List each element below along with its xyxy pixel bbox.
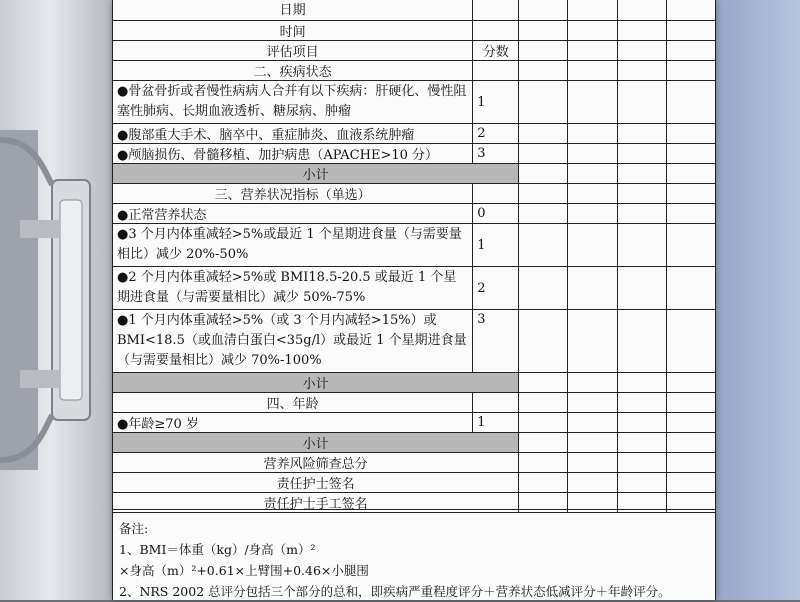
subtotal-3-label: 小计 [113,433,519,453]
score-cell[interactable] [568,310,617,373]
score-cell[interactable] [568,81,617,124]
total-cell[interactable] [666,453,715,473]
signature-cell[interactable] [666,473,715,493]
subtotal-cell[interactable] [617,433,666,453]
score-cell[interactable] [519,81,568,124]
disease-2-row [113,124,716,144]
total-cell[interactable] [519,453,568,473]
age-row [113,413,716,433]
time-cell[interactable] [568,21,617,41]
score-cell[interactable] [617,413,666,433]
section-age-row [113,393,716,413]
time-cell[interactable] [473,21,519,41]
score-cell[interactable] [519,224,568,267]
disease-1-text: ●骨盆骨折或者慢性病病人合并有以下疾病：肝硬化、慢性阻塞性肺病、长期血液透析、糖尿病、肿瘤 [113,81,473,124]
time-cell[interactable] [617,21,666,41]
nutrition-1-row [113,224,716,267]
subtotal-1-row [113,164,716,184]
score-cell[interactable] [617,267,666,310]
score-cell[interactable] [617,224,666,267]
nutrition-3-text: ●1 个月内体重减轻>5%（或 3 个月内减轻>15%）或 BMI<18.5（或血清白蛋白<35g/l）或最近 1 个星期进食量（与需要量相比）减少 70%-100% [113,310,473,373]
score-cell[interactable] [519,124,568,144]
total-row [113,453,716,473]
section-nutrition: 三、营养状况指标（单选） [113,184,473,204]
date-cell[interactable] [568,0,617,21]
assessment-form-sheet [112,0,716,600]
section-disease: 二、疾病状态 [113,61,473,81]
nutrition-2-row [113,267,716,310]
score-cell[interactable] [617,81,666,124]
nutrition-0-text: ●正常营养状态 [113,204,473,224]
date-cell[interactable] [617,0,666,21]
time-cell[interactable] [519,21,568,41]
total-label: 营养风险筛查总分 [113,453,519,473]
date-cell[interactable] [473,0,519,21]
total-cell[interactable] [568,453,617,473]
score-cell[interactable] [568,267,617,310]
notes-title: 备注: [119,521,149,536]
subtotal-3-row [113,433,716,453]
notes-line-3: 2、NRS 2002 总评分包括三个部分的总和，即疾病严重程度评分＋营养状态低减评分＋年龄评分。 [119,584,671,599]
signature-cell[interactable] [519,473,568,493]
signature-cell[interactable] [617,473,666,493]
header-row [113,41,716,61]
disease-2-score: 2 [473,124,519,144]
score-cell[interactable] [519,413,568,433]
nutrition-0-score: 0 [473,204,519,224]
subtotal-cell[interactable] [617,164,666,184]
score-cell[interactable] [568,224,617,267]
score-cell[interactable] [568,413,617,433]
nurse-sign-row [113,473,716,493]
score-cell[interactable] [666,144,715,164]
folder-edge [716,0,800,600]
section-age: 四、年龄 [113,393,473,413]
binder-clip-icon [0,130,95,470]
time-row [113,21,716,41]
score-cell[interactable] [568,204,617,224]
subtotal-2-label: 小计 [113,373,519,393]
nutrition-0-row [113,204,716,224]
score-cell[interactable] [666,204,715,224]
nutrition-3-score: 3 [473,310,519,373]
header-score: 分数 [473,41,519,61]
disease-1-row [113,81,716,124]
score-cell[interactable] [519,204,568,224]
time-label: 时间 [113,21,473,41]
total-cell[interactable] [617,453,666,473]
score-cell[interactable] [666,267,715,310]
nutrition-2-score: 2 [473,267,519,310]
subtotal-2-row [113,373,716,393]
subtotal-cell[interactable] [519,433,568,453]
nurse-sign-label: 责任护士签名 [113,473,519,493]
subtotal-1-label: 小计 [113,164,519,184]
score-cell[interactable] [519,144,568,164]
nutrition-1-score: 1 [473,224,519,267]
age-score: 1 [473,413,519,433]
subtotal-cell[interactable] [568,373,617,393]
subtotal-cell[interactable] [666,433,715,453]
subtotal-cell[interactable] [666,373,715,393]
subtotal-cell[interactable] [617,373,666,393]
score-cell[interactable] [617,144,666,164]
notes-line-2: ×身高（m）²+0.61×上臂围+0.46×小腿围 [119,563,369,578]
score-cell[interactable] [568,124,617,144]
score-cell[interactable] [666,81,715,124]
score-cell[interactable] [568,144,617,164]
date-cell[interactable] [666,0,715,21]
nrs2002-table [112,0,716,513]
nurse-manual-sign-label: 责任护士手工签名 [113,493,519,513]
score-cell[interactable] [666,124,715,144]
subtotal-cell[interactable] [568,433,617,453]
nutrition-1-text: ●3 个月内体重减轻>5%或最近 1 个星期进食量（与需要量相比）减少 20%-50% [113,224,473,267]
disease-1-score: 1 [473,81,519,124]
signature-cell[interactable] [568,473,617,493]
nutrition-3-row [113,310,716,373]
date-row [113,0,716,21]
age-text: ●年龄≥70 岁 [113,413,473,433]
section-disease-row [113,61,716,81]
disease-3-row [113,144,716,164]
score-cell[interactable] [666,413,715,433]
time-cell[interactable] [666,21,715,41]
header-item: 评估项目 [113,41,473,61]
notes-section [112,509,716,600]
score-cell[interactable] [519,267,568,310]
score-cell[interactable] [617,124,666,144]
notes-line-1: 1、BMI＝体重（kg）/身高（m）² [119,542,316,557]
nutrition-2-text: ●2 个月内体重减轻>5%或 BMI18.5-20.5 或最近 1 个星期进食量（与需要量相比）减少 50%-75% [113,267,473,310]
subtotal-cell[interactable] [519,373,568,393]
disease-3-score: 3 [473,144,519,164]
score-cell[interactable] [519,310,568,373]
date-label: 日期 [113,0,473,21]
score-cell[interactable] [666,224,715,267]
subtotal-cell[interactable] [666,164,715,184]
score-cell[interactable] [617,310,666,373]
section-nutrition-row [113,184,716,204]
disease-3-text: ●颅脑损伤、骨髓移植、加护病患（APACHE>10 分） [113,144,473,164]
score-cell[interactable] [666,310,715,373]
disease-2-text: ●腹部重大手术、脑卒中、重症肺炎、血液系统肿瘤 [113,124,473,144]
score-cell[interactable] [617,204,666,224]
date-cell[interactable] [519,0,568,21]
subtotal-cell[interactable] [568,164,617,184]
subtotal-cell[interactable] [519,164,568,184]
